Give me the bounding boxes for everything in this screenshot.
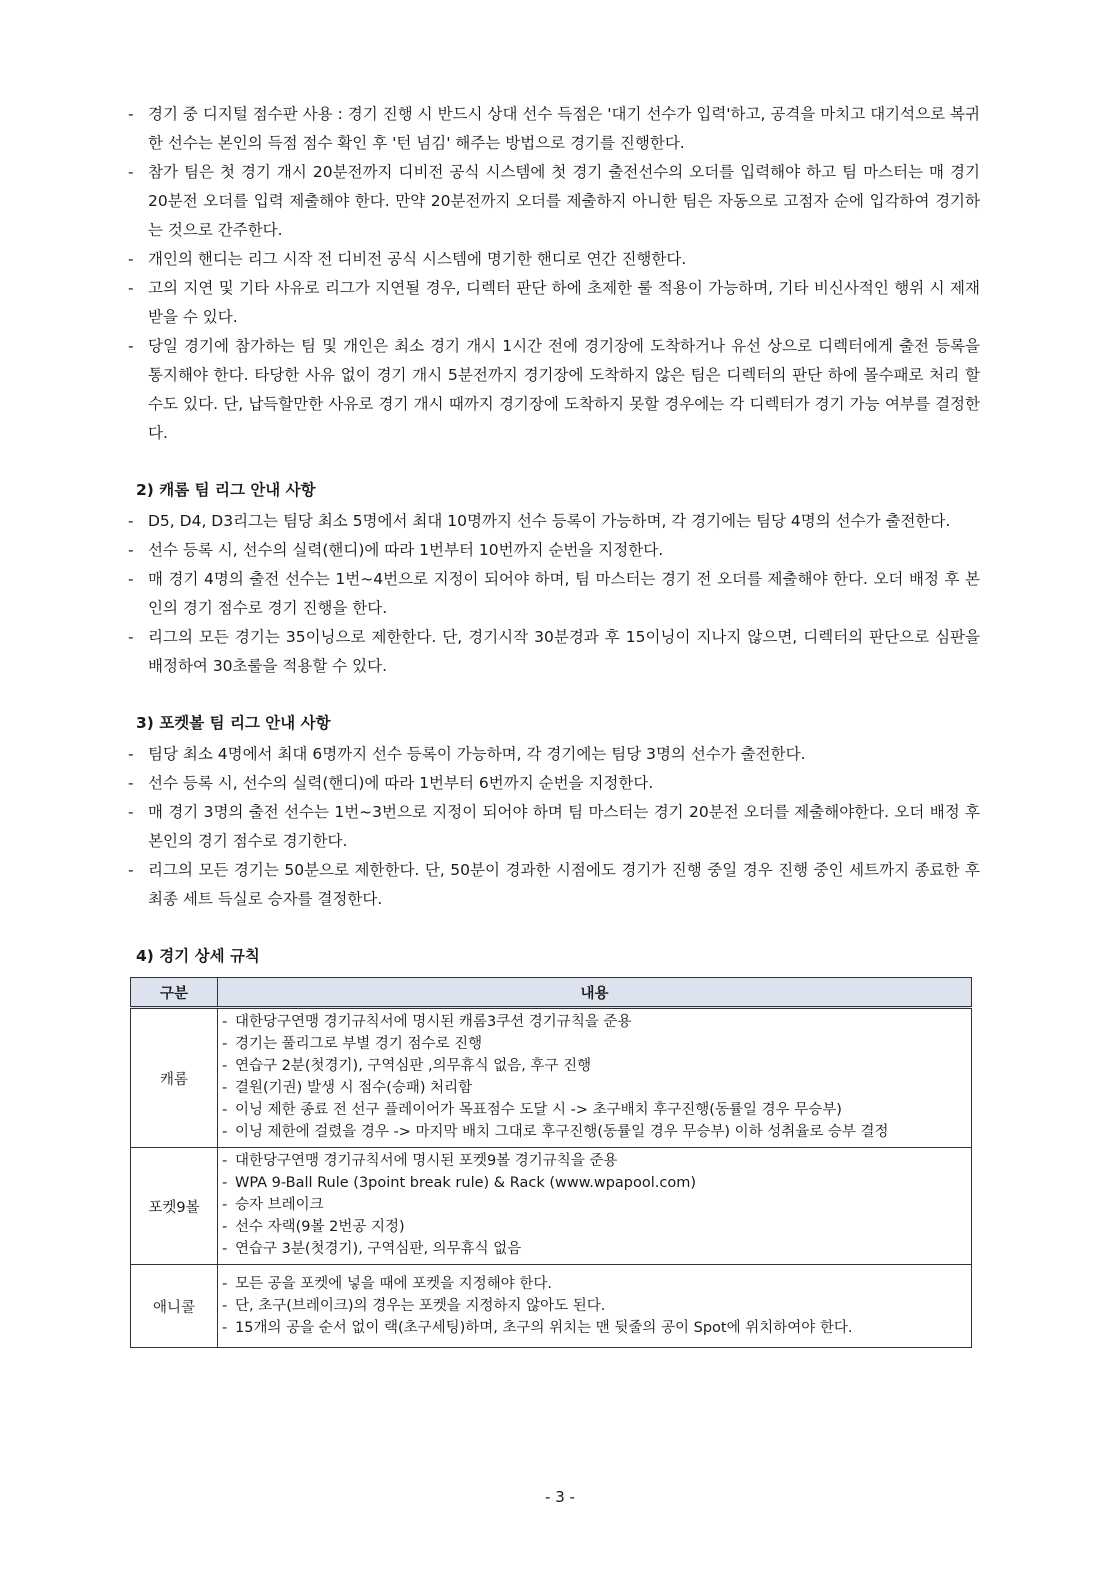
rule-line: - 경기는 풀리그로 부별 경기 점수로 진행: [222, 1033, 965, 1055]
rule-line: - 연습구 3분(첫경기), 구역심판, 의무휴식 없음: [222, 1238, 965, 1260]
section-title: 3) 포켓볼 팀 리그 안내 사항: [136, 714, 331, 732]
rule-line: - 선수 자랙(9볼 2번공 지정): [222, 1216, 965, 1238]
rule-line: - 승자 브레이크: [222, 1194, 965, 1216]
page-number: - 3 -: [545, 1488, 575, 1506]
list-item: - D5, D4, D3리그는 팀당 최소 5명에서 최대 10명까지 선수 등록이 가능하며, 각 경기에는 팀당 4명의 선수가 출전한다.: [128, 507, 980, 536]
row-content: [218, 1148, 972, 1265]
list-item: - 고의 지연 및 기타 사유로 리그가 지연될 경우, 디렉터 판단 하에 초제한 룰 적용이 가능하며, 기타 비신사적인 행위 시 제재 받을 수 있다.: [128, 274, 980, 332]
rules-table: [130, 977, 972, 1348]
section-title: 4) 경기 상세 규칙: [136, 947, 260, 965]
list-item: - 개인의 핸디는 리그 시작 전 디비전 공식 시스템에 명기한 핸디로 연간 진행한다.: [128, 245, 980, 274]
row-category: 캐롬: [131, 1008, 218, 1148]
rules-section: [128, 942, 980, 1348]
intro-bullet-list: [128, 100, 980, 448]
rule-line: - 대한당구연맹 경기규칙서에 명시된 포켓9볼 경기규칙을 준용: [222, 1150, 965, 1172]
list-item: - 매 경기 3명의 출전 선수는 1번~3번으로 지정이 되어야 하며 팀 마스터는 경기 20분전 오더를 제출해야한다. 오더 배정 후 본인의 경기 점수로 경기한다.: [128, 798, 980, 856]
table-row: [131, 1008, 972, 1148]
list-item: - 경기 중 디지털 점수판 사용 : 경기 진행 시 반드시 상대 선수 득점은 '대기 선수가 입력'하고, 공격을 마치고 대기석으로 복귀한 선수는 본인의 득점 점수 확인 후 '턴 넘김' 해주는 방법으로 경기를 진행한다.: [128, 100, 980, 158]
rule-line: - 결원(기권) 발생 시 점수(승패) 처리함: [222, 1077, 965, 1099]
rule-line: - 15개의 공을 순서 없이 랙(초구세팅)하며, 초구의 위치는 맨 뒷줄의 공이 Spot에 위치하여야 한다.: [222, 1317, 965, 1339]
pocket-league-section: [128, 709, 980, 914]
list-item: - 당일 경기에 참가하는 팀 및 개인은 최소 경기 개시 1시간 전에 경기장에 도착하거나 유선 상으로 디렉터에게 출전 등록을 통지해야 한다. 타당한 사유 없이 경기 개시 5분전까지 경기장에 도착하지 않은 팀은 디렉터의 판단 하에 몰수패로 처리 할 수도 있다. 단, 납득할만한 사유로 경기 개시 때까지 경기장에 도착하지 못할 경우에는 각 디렉터가 경기 가능 여부를 결정한다.: [128, 332, 980, 448]
column-header-content: 내용: [218, 978, 972, 1008]
carom-bullet-list: [128, 507, 980, 681]
rule-line: - 이닝 제한에 걸렸을 경우 -> 마지막 배치 그대로 후구진행(동률일 경우 무승부) 이하 성취율로 승부 결정: [222, 1121, 965, 1143]
rule-line: - WPA 9-Ball Rule (3point break rule) & Rack (www.wpapool.com): [222, 1172, 965, 1194]
rule-line: - 모든 공을 포켓에 넣을 때에 포켓을 지정해야 한다.: [222, 1273, 965, 1295]
list-item: - 팀당 최소 4명에서 최대 6명까지 선수 등록이 가능하며, 각 경기에는 팀당 3명의 선수가 출전한다.: [128, 740, 980, 769]
row-content: [218, 1008, 972, 1148]
list-item: - 리그의 모든 경기는 50분으로 제한한다. 단, 50분이 경과한 시점에도 경기가 진행 중일 경우 진행 중인 세트까지 종료한 후 최종 세트 득실로 승자를 결정한다.: [128, 856, 980, 914]
table-row: [131, 1265, 972, 1348]
row-category: 포켓9볼: [131, 1148, 218, 1265]
column-header-category: 구분: [131, 978, 218, 1008]
list-item: - 참가 팀은 첫 경기 개시 20분전까지 디비전 공식 시스템에 첫 경기 출전선수의 오더를 입력해야 하고 팀 마스터는 매 경기 20분전 오더를 입력 제출해야 한다. 만약 20분전까지 오더를 제출하지 아니한 팀은 자동으로 고점자 순에 입각하여 경기하는 것으로 간주한다.: [128, 158, 980, 245]
rule-line: - 연습구 2분(첫경기), 구역심판 ,의무휴식 없음, 후구 진행: [222, 1055, 965, 1077]
pocket-bullet-list: [128, 740, 980, 914]
table-row: [131, 1148, 972, 1265]
rule-line: - 이닝 제한 종료 전 선구 플레이어가 목표점수 도달 시 -> 초구배치 후구진행(동률일 경우 무승부): [222, 1099, 965, 1121]
list-item: - 매 경기 4명의 출전 선수는 1번~4번으로 지정이 되어야 하며, 팀 마스터는 경기 전 오더를 제출해야 한다. 오더 배정 후 본인의 경기 점수로 경기 진행을 한다.: [128, 565, 980, 623]
rule-line: - 대한당구연맹 경기규칙서에 명시된 캐롬3쿠션 경기규칙을 준용: [222, 1011, 965, 1033]
carom-league-section: [128, 476, 980, 681]
row-content: [218, 1265, 972, 1348]
list-item: - 선수 등록 시, 선수의 실력(핸디)에 따라 1번부터 10번까지 순번을 지정한다.: [128, 536, 980, 565]
list-item: - 리그의 모든 경기는 35이닝으로 제한한다. 단, 경기시작 30분경과 후 15이닝이 지나지 않으면, 디렉터의 판단으로 심판을 배정하여 30초룰을 적용할 수 있다.: [128, 623, 980, 681]
list-item: - 선수 등록 시, 선수의 실력(핸디)에 따라 1번부터 6번까지 순번을 지정한다.: [128, 769, 980, 798]
document-page: [128, 100, 980, 1348]
rule-line: - 단, 초구(브레이크)의 경우는 포켓을 지정하지 않아도 된다.: [222, 1295, 965, 1317]
row-category: 애니콜: [131, 1265, 218, 1348]
table-header-row: [131, 978, 972, 1008]
section-title: 2) 캐롬 팀 리그 안내 사항: [136, 481, 316, 499]
